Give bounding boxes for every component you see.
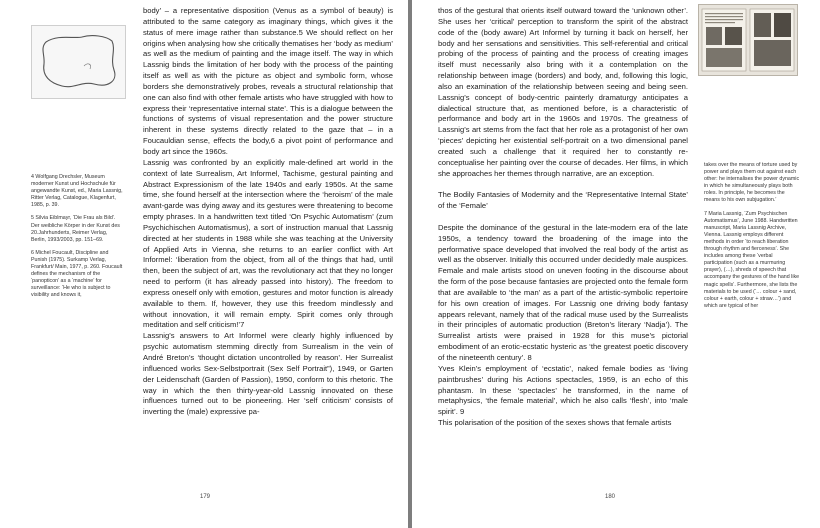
- right-footnotes: [704, 162, 800, 316]
- footnote-6: 6 Michel Foucault, Discipline and Punish (1975). Surkamp Verlag, Frankfurt/ Main, 1977, p. 260. Foucault defines the mechanism of the ‘panopticon’ as a ‘machine’ for surveillance: ‘He who is subject to visibility and knows it,: [31, 249, 123, 299]
- footnote-6-continued: takes over the means of torture used by power and plays them out against each other: he internalises the power dynamic in which he simultaneously plays both roles. In principle, he becomes the means to his own subjugation.’: [704, 162, 800, 204]
- body-paragraph: thos of the gestural that orients itself outward toward the ‘unknown other’. She uses her ‘critical’ perception to transform the spirit of the abstract code of the (body aware) Art Informel by turning it back on herself, her body and her sensations and sensitivities. This self-referential and critical probing of the process of painting and the process of creating images itself must necessarily also bring with it a contemplation on the relationship between image (borders) and body, and, following this logic, also an examination of the relationship between seeing and being seen. Lassnig’s concept of body-centric painterly dramaturgy anticipates a dialectical structure that, as mentioned before, is a characteristic of performance and body art in the 1960s and 1970s. The greatness of Lassnig’s art stems from the fact that her role as a protagonist of her own ‘pieces’ depicting her existential self-portrait on a two dimensional panel created such a challenge that it required her to constantly re-conceptualise her painting over the course of decades. Her films, in which she approaches her themes through narrative, are an exception.: [438, 6, 688, 178]
- archive-photo-figure: [698, 4, 798, 76]
- body-paragraph: Yves Klein’s employment of ‘ecstatic’, naked female bodies as ‘living paintbrushes’ during his Actions spectacles, 1959, is an echo of this phantasm. In these ‘spectacles’ he transformed, in the name of metaphysics, ‘the female material’, which he also calls ‘flesh’, into ‘male spirit’. 9: [438, 363, 688, 417]
- page-number: 180: [605, 494, 616, 500]
- right-page: [412, 0, 820, 528]
- footnote-4: 4 Wolfgang Drechsler, Museum moderner Kunst und Hochschule für angewandte Kunst, ed., Maria Lassnig, Ritter Verlag, Catalogue, Klagenfurt, 1985, p. 39.: [31, 174, 123, 209]
- drechsler-drawing-figure: [31, 25, 126, 99]
- page-number: 179: [200, 494, 211, 500]
- footnote-5: 5 Silvia Eiblmayr, ‘Die Frau als Bild’. Der weibliche Körper in der Kunst des 20.Jahrhunderts, Reimer Verlag, Berlin, 1993/2003, pp. 151–69.: [31, 215, 120, 243]
- body-paragraph: body’ – a representative disposition (Venus as a symbol of beauty) is attributed to the same category as imaginary things, which gives it the status of mere image rather than substance.5 We should reflect on her origins when analysing how she critically thematises her ‘body as medium’ as well as the medium of painting and the image itself. The way in which Lassnig binds the limitation of her body with the process of the painting itself as well as with the picture as object and symbolic form, whose borders she demonstratively probes, reveals a structural relationship that one can also find with other female artists who have struggled with how to express their ‘representative internal state’. This is a dialogue between the functions of systems of visual representation and the power structure inherent in these systems directly related to the gaze that – in a Foucauldian sense, effects the body,6 a pivot point of performance and body art since the 1960s.: [143, 6, 393, 156]
- paragraph-gap: [438, 180, 688, 191]
- left-page: [0, 0, 408, 528]
- footnote-7: 7 Maria Lassnig, ‘Zum Psychischen Automatismus’, June 1988. Handwritten manuscript, Maria Lassnig Archive, Vienna. Lassnig employs different methods in order ‘to reach liberation through rhythm and fierceness’. She includes among these ‘verbal participation (such as a murmuring prayer), (…), shreds of speech that accompany the gestures of the hand like magic spells’. Furthermore, she lists the materials to be used (‘… colour + sand, colour + earth, colour + straw…’) and which are typical of her: [704, 210, 800, 309]
- body-paragraph: Despite the dominance of the gestural in the late-modern era of the late 1950s, a tendency toward the broadening of the image into the performative space developed that involved the real body of the artist as well as the observer. Initially this occurred under decidedly male auspices. Female and male artists stood on uneven footing in the discourse about the form of the pose because fantasies are projected onto the female form that are available to ‘the man’ as a part of the artistic-symbolic repertoire for his own creation of images. For Lassnig one driving body fantasy appears relevant, namely that of the radical muse used by the Surrealists in their principles of automatic production (Breton’s literary ‘Nadja’). The Surrealist artists were praised in 1928 for this muse’s pictorial embodiment of an erotic-ecstatic hysteric as ‘the greatest poetic discovery of the nineteenth century’. 8: [438, 222, 688, 362]
- right-body-text: [438, 6, 688, 429]
- body-paragraph: This polarisation of the position of the sexes shows that female artists: [438, 418, 672, 428]
- body-paragraph: Lassnig was confronted by an explicitly male-defined art world in the context of late Surrealism, Art Informel, Tachisme, gestural painting and Abstract Expressionism of the late 1940s and early 1950s. At the same time, she found herself at the intersection where the ‘heroism’ of the male avant-garde was dying away and its gestures were threatening to become empty phrases. In a handwritten text titled ‘On Psychic Automatism’ (zum Psychichischen Automatismus), a sort of instruction manual that Lassnig directed at her students in 1988 while she was teaching at the University of Applied Arts in Vienna, she returns to an earlier conflict with Art Informel: ‘liberation from the object, from all of the things that had, until then, been the subject of art, was the revolutionary act that they no longer need to perform (it has already passed into history). The freedom to express oneself only with emotion, gestures and motor function is already available to them. If, however, they use this freedom mindlessly and without innovation, it will remain empty. Spirit comes only through meditation and self criticism!’7: [143, 157, 393, 330]
- paragraph-gap: [438, 212, 688, 223]
- left-footnotes: [31, 174, 123, 306]
- drawing-outline-icon: [32, 26, 125, 98]
- left-body-text: [143, 6, 393, 418]
- photo-spread-icon: [699, 5, 797, 75]
- section-heading: The Bodily Fantasies of Modernity and the ‘Representative Internal State’ of the ‘Female’: [438, 190, 688, 211]
- body-paragraph: Lassnig’s answers to Art Informel were clearly highly influenced by psychic automatism stemming directly from Surrealism in the vein of André Breton’s ‘thought dictation uncontrolled by reason’. Her Surrealist influenced works Sex-Selbstportrait (Sex Self Portrait”), 1949, or Garten der Leidenschaft (Garden of Passion), 1950, conform to this rhetoric. The way in which the then thirty-year-old Lassnig innovated on these influences turned out to be pioneering. Her ‘self criticism’ consists of inverting the (male) expressive pa-: [143, 331, 393, 417]
